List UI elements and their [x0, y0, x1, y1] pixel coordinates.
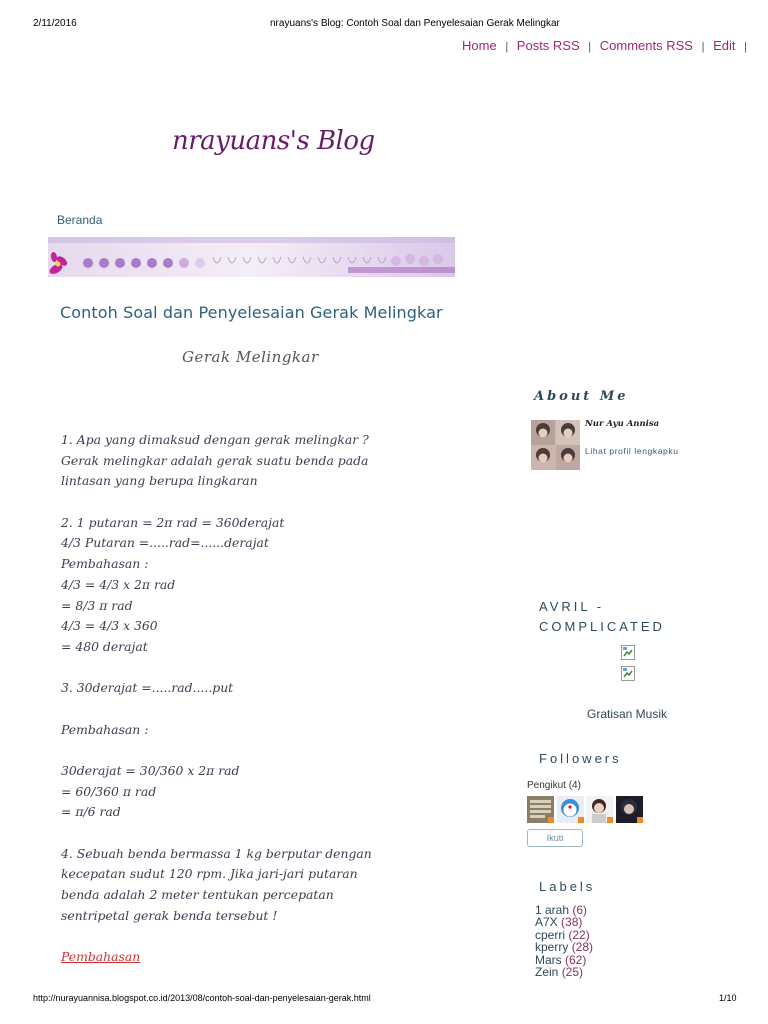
post-line: kecepatan sudut 120 rpm. Jika jari-jari putaran [61, 866, 358, 882]
label-item[interactable]: cperri (22) [535, 927, 590, 942]
broken-image-icon [621, 645, 635, 660]
about-me-heading: About Me [534, 389, 629, 404]
gratisan-musik-link[interactable]: Gratisan Musik [587, 707, 668, 721]
post-line: sentripetal gerak benda tersebut ! [61, 907, 278, 923]
nav-comments-rss-link[interactable]: Comments RSS [599, 38, 693, 53]
follower-avatar[interactable] [616, 796, 643, 823]
label-item[interactable]: Mars (62) [535, 952, 587, 967]
post-line: 4/3 Putaran =.....rad=......derajat [61, 535, 269, 551]
label-item[interactable]: kperry (28) [535, 940, 594, 955]
print-page-title: nrayuans's Blog: Contoh Soal dan Penyelesaian Gerak Melingkar [270, 18, 560, 29]
broken-image-icon [621, 666, 635, 681]
post-title: Contoh Soal dan Penyelesaian Gerak Melingkar [60, 303, 443, 322]
followers-count: Pengikut (4) [527, 780, 581, 791]
post-line: 4/3 = 4/3 x 360 [61, 618, 158, 634]
nav-separator: | [701, 41, 705, 53]
post-line: 4. Sebuah benda bermassa 1 kg berputar dengan [61, 845, 372, 861]
top-nav [462, 38, 752, 53]
post-line: 30derajat = 30/360 x 2π rad [61, 763, 240, 778]
beranda-link[interactable]: Beranda [57, 213, 103, 227]
music-widget-heading: AVRIL - COMPLICATED [539, 599, 665, 634]
post-line: = 60/360 π rad [61, 783, 157, 799]
post-line: lintasan yang berupa lingkaran [61, 473, 258, 489]
post-line: Pembahasan : [61, 721, 149, 737]
nav-home-link[interactable]: Home [462, 38, 497, 53]
post-line: = 480 derajat [61, 638, 148, 654]
follower-avatar[interactable] [586, 796, 613, 823]
nav-separator: | [505, 41, 509, 53]
print-page-number: 1/10 [719, 993, 737, 1003]
follow-button[interactable]: Ikuti [527, 829, 583, 847]
post-line: 4/3 = 4/3 x 2π rad [61, 576, 176, 592]
profile-photo-avatar[interactable] [531, 420, 580, 470]
post-line-gap [61, 740, 441, 761]
print-url: http://nurayuannisa.blogspot.co.id/2013/08/contoh-soal-dan-penyelesaian-gerak.html [33, 993, 371, 1003]
followers-heading: Followers [539, 751, 622, 766]
print-date: 2/11/2016 [33, 18, 77, 29]
post-line: benda adalah 2 meter tentukan percepatan [61, 887, 334, 903]
nav-posts-rss-link[interactable]: Posts RSS [516, 38, 580, 53]
labels-heading: Labels [539, 879, 596, 894]
post-line-gap [61, 492, 441, 513]
post-line: 2. 1 putaran = 2π rad = 360derajat [61, 514, 285, 530]
post-line: Gerak melingkar adalah gerak suatu benda pada [61, 452, 369, 468]
nav-separator: | [744, 41, 747, 53]
post-line-gap [61, 658, 441, 679]
post-line: = 8/3 π rad [61, 597, 133, 613]
post-line: 3. 30derajat =.....rad.....put [61, 680, 234, 696]
nav-separator: | [588, 41, 592, 53]
post-line: 1. Apa yang dimaksud dengan gerak melingkar ? [61, 432, 369, 447]
post-body [61, 430, 441, 968]
labels-list [535, 904, 593, 978]
profile-name[interactable]: Nur Ayu Annisa [585, 419, 660, 429]
post-line: = π/6 rad [61, 804, 121, 820]
label-item[interactable]: A7X (38) [535, 915, 583, 930]
nav-edit-link[interactable]: Edit [713, 38, 736, 53]
post-line-gap [61, 699, 441, 720]
follower-avatar[interactable] [527, 796, 554, 823]
follower-avatar[interactable] [557, 796, 584, 823]
view-full-profile-link[interactable]: Lihat profil lengkapku [585, 446, 679, 456]
label-item[interactable]: 1 arah (6) [535, 903, 588, 917]
post-line-gap [61, 927, 441, 948]
pembahasan-heading: Pembahasan [61, 949, 141, 965]
post-line-gap [61, 823, 441, 844]
blog-title[interactable]: nrayuans's Blog [172, 126, 375, 156]
label-item[interactable]: Zein (25) [535, 965, 584, 980]
post-subtitle: Gerak Melingkar [182, 348, 319, 366]
post-line: Pembahasan : [61, 556, 149, 572]
decorative-banner [48, 237, 455, 277]
